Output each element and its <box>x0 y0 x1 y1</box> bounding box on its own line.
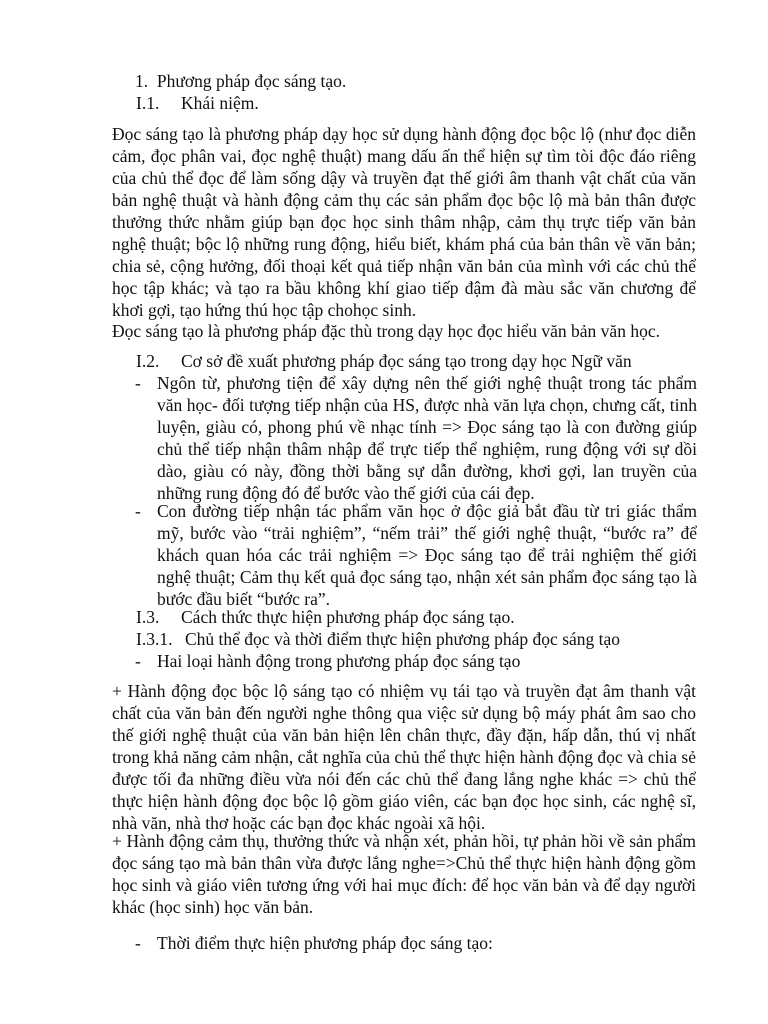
bullet-two-actions <box>135 650 697 672</box>
heading-1-text: Phương pháp đọc sáng tạo. <box>156 71 347 91</box>
bullet-language <box>135 372 697 504</box>
paragraph-expressive-reading: + Hành động đọc bộc lộ sáng tạo có nhiệm vụ tái tạo và truyền đạt âm thanh vật chất của văn bản đến người nghe thông qua việc sử dụng bộ máy phát âm sao cho thế giới nghệ thuật của văn bản hiện lên chân thực, đầy đặn, hấp dẫn, thú vị nhất trong khả năng cảm nhận, cắt nghĩa của chủ thể thực hiện hành động đọc và chia sẻ được tối đa những điều vừa nói đến các chủ thể đang lắng nghe khác => chủ thể thực hiện hành động đọc bộc lộ gồm giáo viên, các bạn đọc học sinh, các nghệ sĩ, nhà văn, nhà thơ hoặc các bạn đọc khác ngoài xã hội. <box>112 681 696 833</box>
heading-1-3-number: I.3. <box>136 607 160 627</box>
heading-1 <box>135 70 346 92</box>
bullet-timing-text: Thời điểm thực hiện phương pháp đọc sáng tạo: <box>157 933 493 953</box>
bullet-dash: - <box>135 933 141 953</box>
bullet-reception-path-text: Con đường tiếp nhận tác phẩm văn học ở độc giả bắt đầu từ tri giác thẩm mỹ, bước vào “trải nghiệm”, “nếm trải” thế giới nghệ thuật, “bước ra” để khách quan hóa các trải nghiệm => Đọc sáng tạo để trải nghiệm thế giới nghệ thuật; Cảm thụ kết quả đọc sáng tạo, nhận xét sản phẩm đọc sáng tạo là bước đầu biết “bước ra”. <box>157 501 697 609</box>
bullet-two-actions-text: Hai loại hành động trong phương pháp đọc sáng tạo <box>157 651 521 671</box>
heading-1-1-number: I.1. <box>136 93 160 113</box>
bullet-timing <box>135 932 697 954</box>
paragraph-definition: Đọc sáng tạo là phương pháp dạy học sử dụng hành động đọc bộc lộ (như đọc diễn cảm, đọc phân vai, đọc nghệ thuật) mang dấu ấn thể hiện sự tìm tòi độc đáo riêng của chủ thể đọc để làm sống dậy và truyền đạt thế giới âm thanh vật chất của văn bản nghệ thuật và hành động cảm thụ các sản phẩm đọc bộc lộ mà bản thân được thưởng thức nhằm giúp bạn đọc học sinh thâm nhập, cảm thụ trực tiếp văn bản nghệ thuật; bộc lộ những rung động, hiểu biết, khám phá của bản thân về văn bản; chia sẻ, cộng hưởng, đối thoại kết quả tiếp nhận văn bản của mình với các chủ thể học tập khác; và tạo ra bầu không khí giao tiếp đậm đà màu sắc văn chương để khơi gợi, tạo hứng thú học tập chohọc sinh. <box>112 124 696 320</box>
bullet-dash: - <box>135 501 141 521</box>
paragraph-appreciation: + Hành động cảm thụ, thưởng thức và nhận xét, phản hồi, tự phản hồi về sản phẩm đọc sáng tạo mà bản thân vừa được lắng nghe=>Chủ thể thực hiện hành động gồm học sinh và giáo viên tương ứng với hai mục đích: để học văn bản và để dạy người khác (học sinh) học văn bản. <box>112 831 696 917</box>
bullet-reception-path <box>135 500 697 610</box>
bullet-dash: - <box>135 651 141 671</box>
heading-1-2-text: Cơ sở đề xuất phương pháp đọc sáng tạo trong dạy học Ngữ văn <box>181 351 632 371</box>
heading-1-2-number: I.2. <box>136 351 160 371</box>
heading-1-3-1 <box>136 628 620 650</box>
paragraph-specific-method: Đọc sáng tạo là phương pháp đặc thù trong dạy học đọc hiểu văn bản văn học. <box>112 321 660 341</box>
heading-1-1-text: Khái niệm. <box>181 93 259 113</box>
heading-1-1 <box>136 92 259 114</box>
heading-1-3-1-text: Chủ thể đọc và thời điểm thực hiện phương pháp đọc sáng tạo <box>185 629 621 649</box>
bullet-language-text: Ngôn từ, phương tiện để xây dựng nên thế giới nghệ thuật trong tác phẩm văn học- đối tượng tiếp nhận của HS, được nhà văn lựa chọn, chưng cất, tinh luyện, giàu có, phong phú về nhạc tính => Đọc sáng tạo là con đường giúp chủ thể tiếp nhận thâm nhập để trực tiếp thể nghiệm, rung động với sự dồi dào, giàu có này, đồng thời bằng sự dẫn đường, khơi gợi, lan truyền của những rung động đó để bước vào thế giới của cái đẹp. <box>157 373 697 503</box>
heading-1-3 <box>136 606 515 628</box>
heading-1-2 <box>136 350 632 372</box>
heading-1-number: 1. <box>135 71 149 91</box>
bullet-dash: - <box>135 373 141 393</box>
heading-1-3-1-number: I.3.1. <box>136 629 173 649</box>
heading-1-3-text: Cách thức thực hiện phương pháp đọc sáng tạo. <box>181 607 515 627</box>
